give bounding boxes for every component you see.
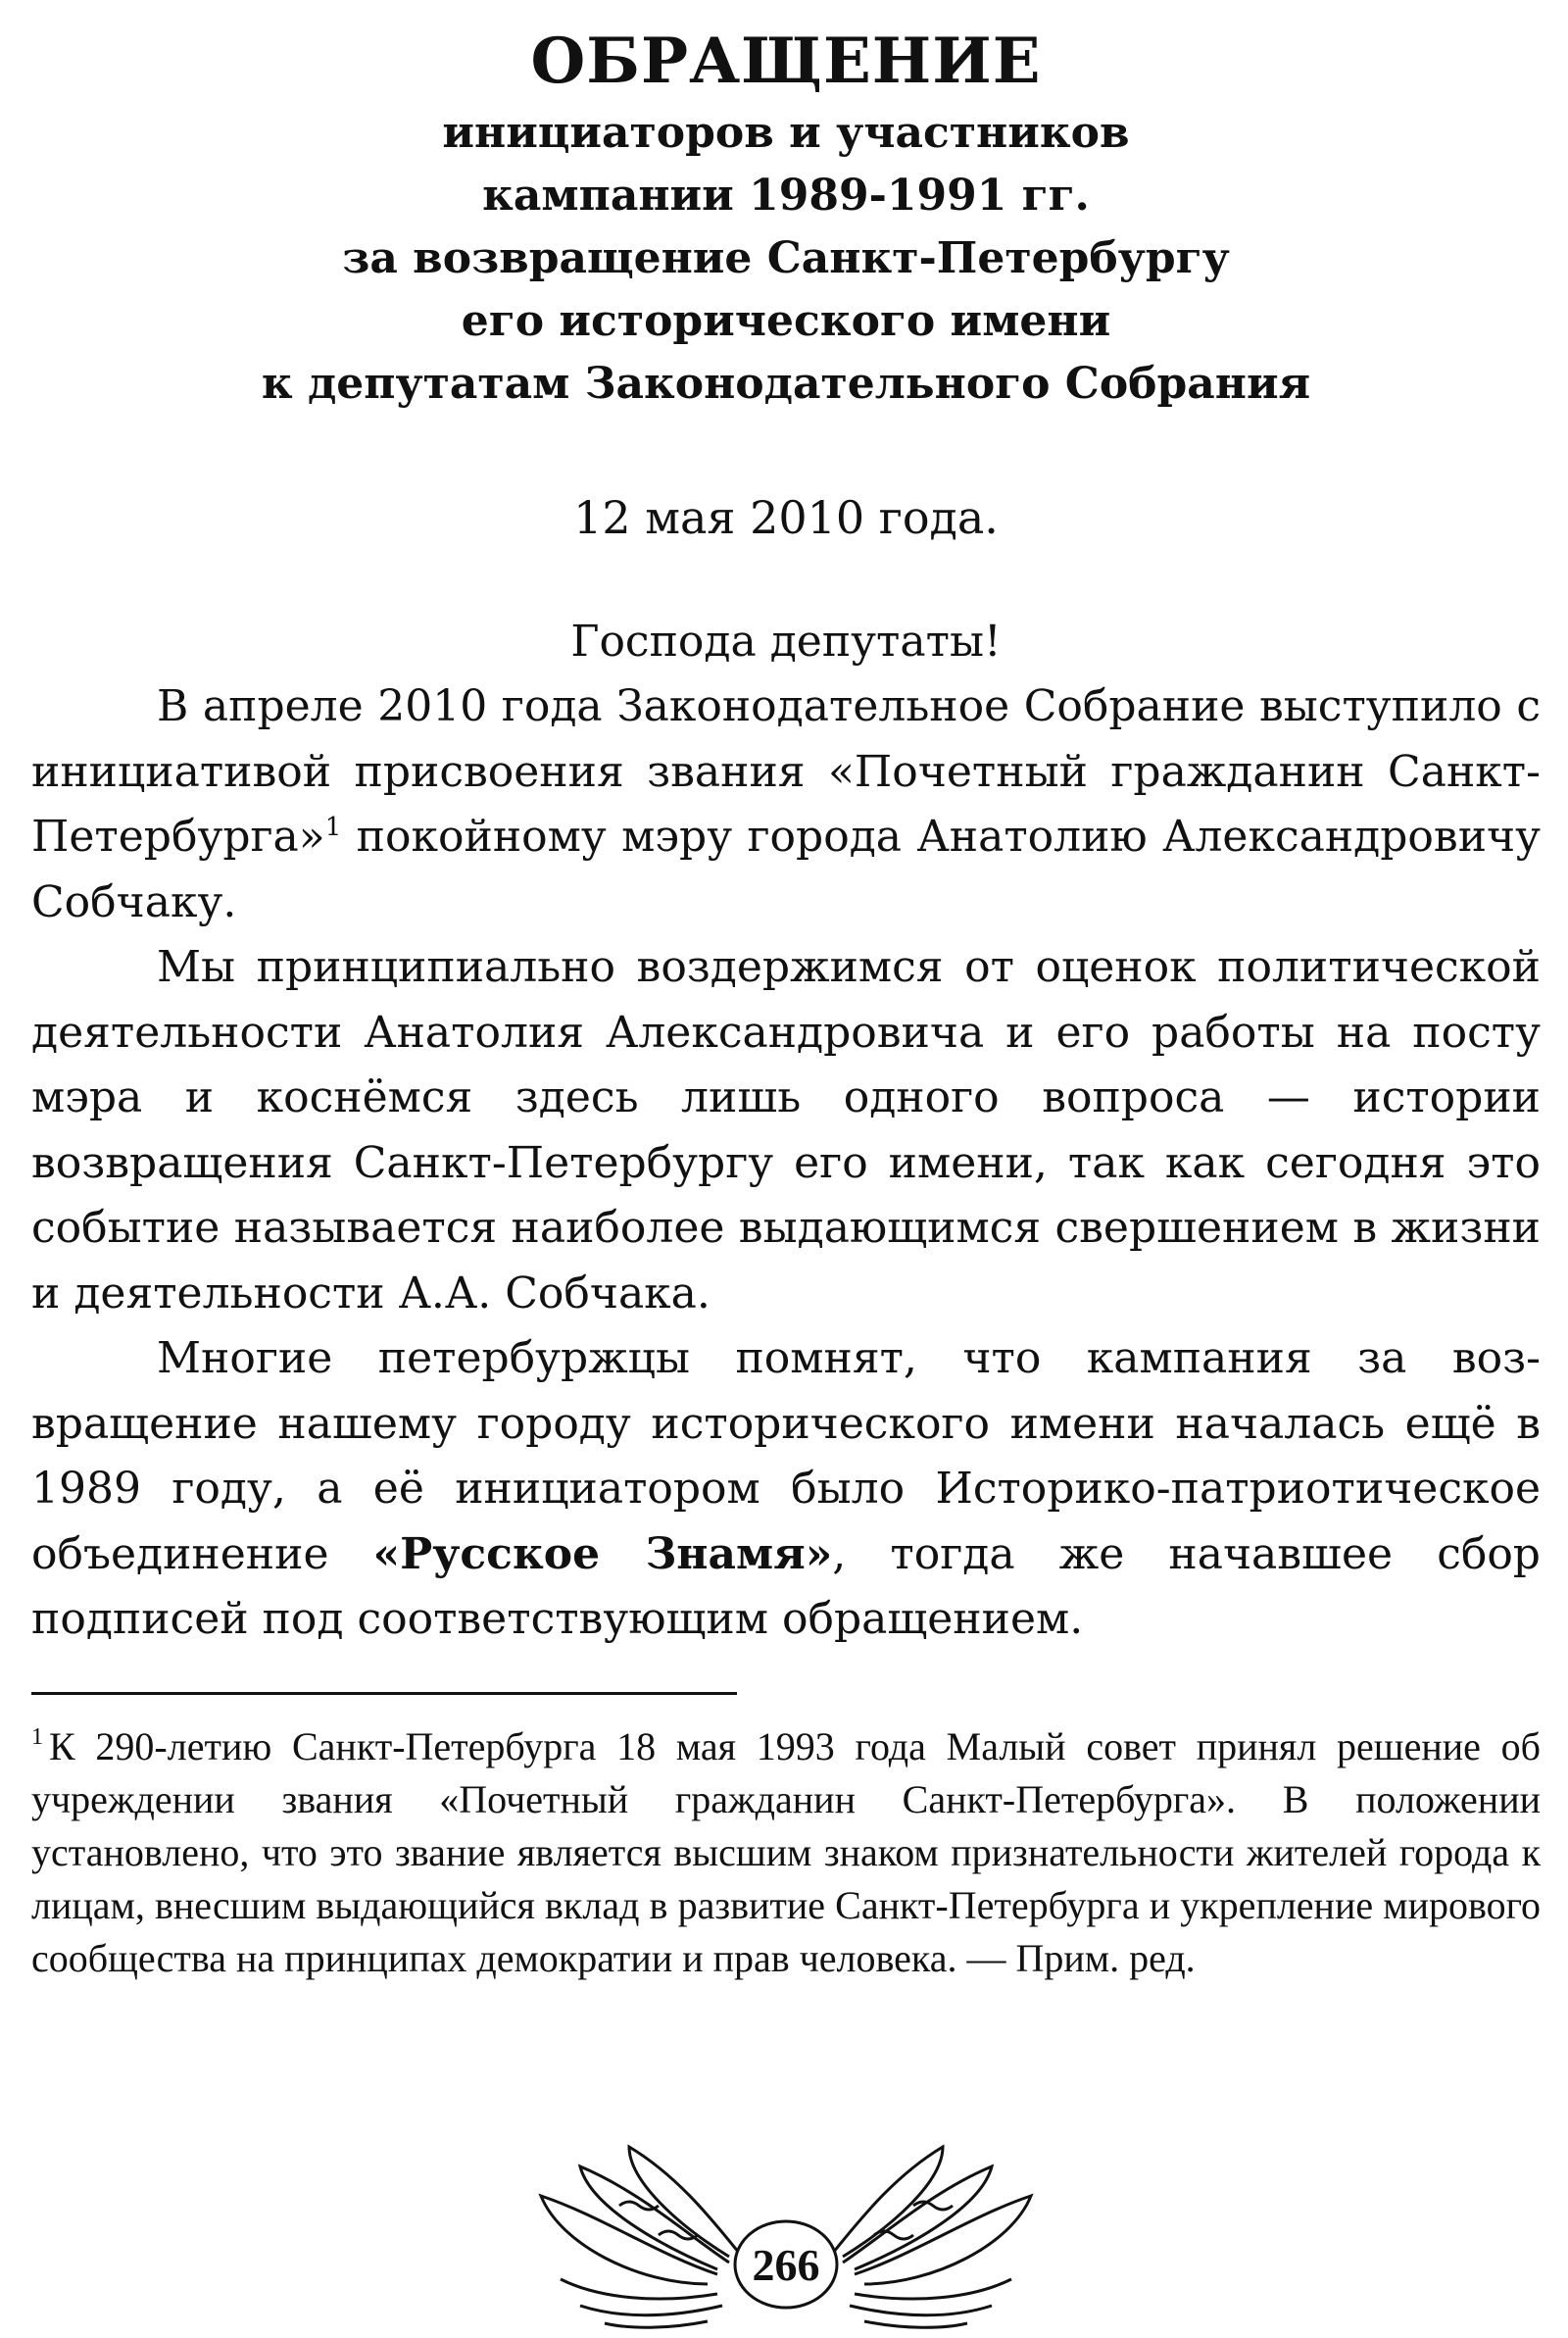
subtitle-line: за возвращение Санкт-Петербургу xyxy=(342,233,1230,283)
organization-name: «Русское Знамя» xyxy=(372,1528,833,1579)
footnote xyxy=(31,1720,1541,1985)
footnote-separator xyxy=(31,1692,737,1695)
page-number-ornament xyxy=(31,2137,1541,2333)
salutation: Господа депутаты! xyxy=(570,617,1002,667)
footnote-text: К 290-летию Санкт-Петербурга 18 мая 1993 года Малый совет принял решение об учреждении звания «Почетный гражданин Санкт-Петербурга». В положении установлено, что это звание является высшим знаком признательности жителей города к лицам, внесшим выдающийся вклад в развитие Санкт-Петербурга и укрепление мирового сообщества на принципах демократии и прав человека. — Прим. ред. xyxy=(31,1723,1541,1980)
document-title: ОБРАЩЕНИЕ xyxy=(530,25,1042,98)
paragraph-1-text-continued: покойному мэру города Анатолию Александровичу Собчаку. xyxy=(31,812,1541,927)
subtitle-line: инициаторов и участников xyxy=(442,108,1130,158)
paragraph-3-text-continued: , тогда же начавшее сбор подписей под соответствующим обращением. xyxy=(31,1528,1541,1644)
footnote-reference: 1 xyxy=(324,813,342,842)
paragraph-3 xyxy=(31,1326,1541,1653)
document-subtitle xyxy=(31,102,1541,416)
paragraph-2: Мы принципиально воздержимся от оценок политической деятельности Анатолия Александровича и его работы на посту мэра и коснёмся здесь лишь одного вопроса — истории возвращения Санкт-Петербургу его имени, так как сегодня это событие называется наиболее выдающимся свершением в жизни и деятельности А.А. Собчака. xyxy=(31,942,1541,1318)
page-number: 266 xyxy=(752,2240,820,2290)
document-date: 12 мая 2010 года. xyxy=(573,491,999,544)
paragraph-1-text: В апреле 2010 года Законодательное Собрание выступило с инициативой присвоения звания «Почетный гражданин Санкт-Петербурга» xyxy=(31,681,1541,862)
right-wing-ornament-icon xyxy=(833,2147,1031,2327)
paragraph-3-text: Многие петербуржцы помнят, что кампания за возвращение нашему городу исторического имени началась ещё в 1989 году, а её инициатором было Историко-патриотическое объединение xyxy=(31,1333,1541,1579)
subtitle-line: к депутатам Законодательного Собрания xyxy=(261,359,1311,409)
subtitle-line: кампании 1989-1991 гг. xyxy=(482,171,1090,221)
paragraph-1 xyxy=(31,674,1541,935)
document-page xyxy=(31,0,1541,2338)
subtitle-line: его исторического имени xyxy=(461,296,1111,346)
footnote-number: 1 xyxy=(31,1723,43,1750)
left-wing-ornament-icon xyxy=(541,2147,739,2327)
